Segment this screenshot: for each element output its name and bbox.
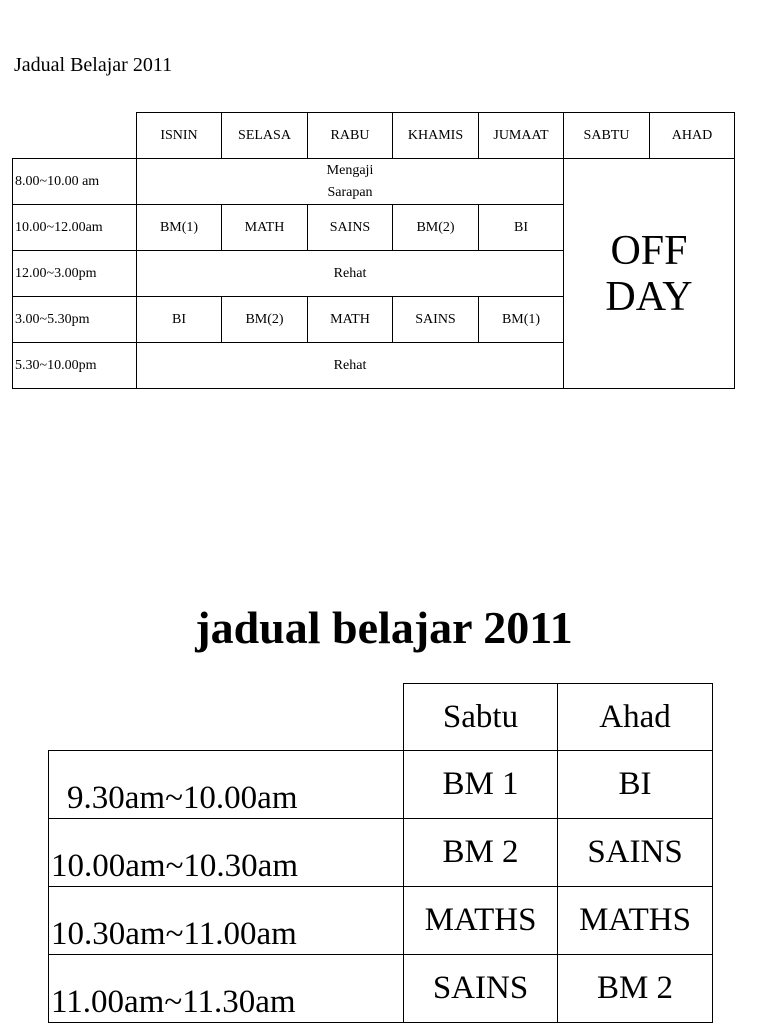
day-header: KHAMIS [393, 113, 479, 159]
subject-cell: SAINS [393, 297, 479, 343]
activity-line: Mengaji [326, 162, 374, 178]
time-cell: 10.30am~11.00am [49, 887, 404, 955]
day-header: RABU [308, 113, 393, 159]
time-cell: 10.00~12.00am [13, 205, 137, 251]
subject-cell: MATHS [558, 887, 713, 955]
day-header: SELASA [222, 113, 308, 159]
subject-cell: BI [558, 751, 713, 819]
time-cell: 10.00am~10.30am [49, 819, 404, 887]
subject-cell: SAINS [308, 205, 393, 251]
time-cell: 12.00~3.00pm [13, 251, 137, 297]
subject-cell: BM 2 [404, 819, 558, 887]
subject-cell: MATH [308, 297, 393, 343]
table-row [49, 751, 713, 819]
subject-cell: BI [479, 205, 564, 251]
table-row [13, 159, 735, 205]
time-cell: 3.00~5.30pm [13, 297, 137, 343]
day-header: AHAD [650, 113, 735, 159]
subject-cell: SAINS [558, 819, 713, 887]
off-day-label: OFF DAY [605, 227, 693, 320]
activity-line: Sarapan [327, 184, 373, 200]
subject-cell: MATHS [404, 887, 558, 955]
table-row [49, 819, 713, 887]
header-row [49, 684, 713, 751]
time-cell: 11.00am~11.30am [49, 955, 404, 1023]
timetable-title: Jadual Belajar 2011 [14, 54, 173, 76]
subject-cell: BM(2) [393, 205, 479, 251]
subject-cell: SAINS [404, 955, 558, 1023]
day-header: ISNIN [137, 113, 222, 159]
subject-cell: BM 2 [558, 955, 713, 1023]
empty-corner-cell [13, 113, 137, 159]
weekly-timetable [12, 112, 735, 389]
off-day-cell [564, 159, 735, 389]
day-header: Sabtu [404, 684, 558, 751]
time-cell: 8.00~10.00 am [13, 159, 137, 205]
subject-cell: BM(1) [137, 205, 222, 251]
activity-cell: Rehat [137, 251, 564, 297]
weekend-timetable-title: jadual belajar 2011 [195, 602, 573, 653]
subject-cell: BI [137, 297, 222, 343]
weekend-timetable [48, 683, 713, 1023]
day-header: SABTU [564, 113, 650, 159]
subject-cell: BM 1 [404, 751, 558, 819]
subject-cell: BM(2) [222, 297, 308, 343]
empty-corner-cell [49, 684, 404, 751]
time-cell: 5.30~10.00pm [13, 343, 137, 389]
table-row [49, 887, 713, 955]
time-cell: 9.30am~10.00am [49, 751, 404, 819]
subject-cell: MATH [222, 205, 308, 251]
activity-cell [137, 159, 564, 205]
day-header: Ahad [558, 684, 713, 751]
activity-cell: Rehat [137, 343, 564, 389]
day-header: JUMAAT [479, 113, 564, 159]
table-row [49, 955, 713, 1023]
subject-cell: BM(1) [479, 297, 564, 343]
header-row [13, 113, 735, 159]
